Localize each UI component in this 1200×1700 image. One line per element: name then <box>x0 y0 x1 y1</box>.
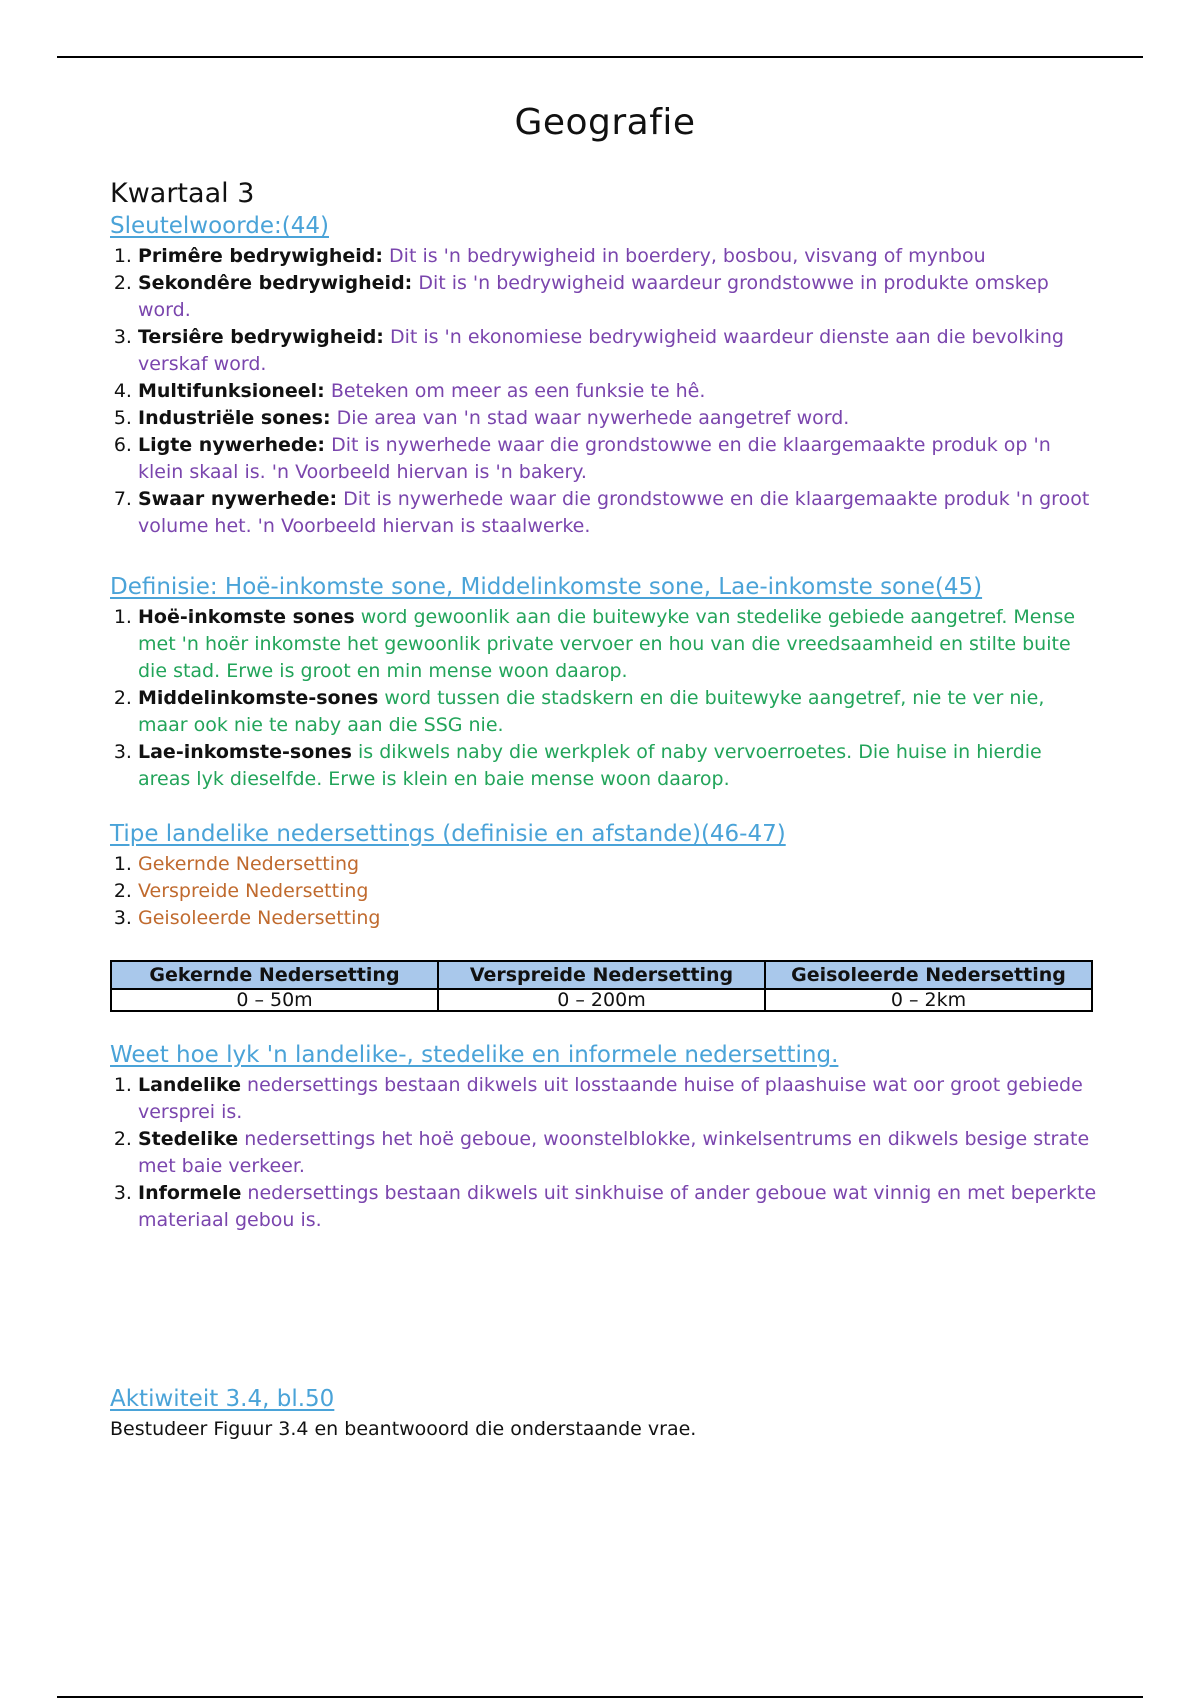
term: Hoë-inkomste sones <box>138 606 355 628</box>
definition: Dit is 'n bedrywigheid waardeur grondstowwe in produkte omskep word. <box>138 272 1049 321</box>
term: Swaar nywerhede: <box>138 488 338 510</box>
term: Informele <box>138 1182 242 1204</box>
list-item <box>138 243 1100 270</box>
appearance-list <box>110 1072 1100 1234</box>
definition: nedersettings bestaan dikwels uit losstaande huise of plaashuise wat oor groot gebiede versprei is. <box>138 1074 1083 1123</box>
definition: Die area van 'n stad waar nywerhede aangetref word. <box>330 407 850 429</box>
table-cell: 0 – 200m <box>438 989 765 1011</box>
quarter-label: Kwartaal 3 <box>110 178 255 209</box>
document-page <box>110 88 1100 1443</box>
list-item <box>138 739 1100 793</box>
term: Middelinkomste-sones <box>138 687 379 709</box>
term: Landelike <box>138 1074 241 1096</box>
table-header-row <box>111 961 1092 989</box>
definition: word gewoonlik aan die buitewyke van stedelike gebiede aangetref. Mense met 'n hoër inkomste het gewoonlik private vervoer en hou van die vreedsaamheid en stilte buite die stad. Erwe is groot en min mense woon daarop. <box>138 606 1076 682</box>
definition: Dit is nywerhede waar die grondstowwe en die klaargemaakte produk 'n groot volume het. 'n Voorbeeld hiervan is staalwerke. <box>138 488 1090 537</box>
table-header: Geisoleerde Nedersetting <box>765 961 1092 989</box>
definition: is dikwels naby die werkplek of naby vervoerroetes. Die huise in hierdie areas lyk dieselfde. Erwe is klein en baie mense woon daarop. <box>138 741 1042 790</box>
definition: nedersettings bestaan dikwels uit sinkhuise of ander geboue wat vinnig en met beperkte materiaal gebou is. <box>138 1182 1097 1231</box>
list-item <box>138 405 1100 432</box>
list-item <box>138 270 1100 324</box>
keywords-list <box>110 243 1100 540</box>
income-zones-heading: Definisie: Hoë-inkomste sone, Middelinkomste sone, Lae-inkomste sone(45) <box>110 574 983 600</box>
term: Primêre bedrywigheid: <box>138 245 383 267</box>
list-item <box>138 378 1100 405</box>
list-item: 3. Geisoleerde Nedersetting <box>138 905 1100 932</box>
term: Multifunksioneel: <box>138 380 325 402</box>
term: Tersiêre bedrywigheid: <box>138 326 384 348</box>
table-cell: 0 – 50m <box>111 989 438 1011</box>
list-item <box>138 324 1100 378</box>
activity-heading: Aktiwiteit 3.4, bl.50 <box>110 1386 335 1412</box>
list-item <box>138 486 1100 540</box>
rural-types-list <box>110 851 1100 932</box>
appearance-heading: Weet hoe lyk 'n landelike-, stedelike en informele nedersetting. <box>110 1042 839 1068</box>
bottom-rule <box>57 1696 1143 1698</box>
term: Industriële sones: <box>138 407 331 429</box>
term: Ligte nywerhede: <box>138 434 326 456</box>
list-item <box>138 432 1100 486</box>
top-rule <box>57 56 1143 58</box>
definition: Dit is 'n bedrywigheid in boerdery, bosbou, visvang of mynbou <box>383 245 986 267</box>
term: Lae-inkomste-sones <box>138 741 352 763</box>
definition: Dit is 'n ekonomiese bedrywigheid waardeur dienste aan die bevolking verskaf word. <box>138 326 1064 375</box>
distance-table <box>110 960 1093 1012</box>
definition: Beteken om meer as een funksie te hê. <box>324 380 706 402</box>
list-item <box>138 1180 1100 1234</box>
income-zones-list <box>110 604 1100 793</box>
table-row <box>111 989 1092 1011</box>
document-title: Geografie <box>514 102 696 143</box>
term: Sekondêre bedrywigheid: <box>138 272 413 294</box>
rural-types-heading: Tipe landelike nedersettings (definisie en afstande)(46-47) <box>110 821 786 847</box>
definition: nedersettings het hoë geboue, woonstelblokke, winkelsentrums en dikwels besige strate met baie verkeer. <box>138 1128 1090 1177</box>
list-item <box>138 1072 1100 1126</box>
list-item: 2. Verspreide Nedersetting <box>138 878 1100 905</box>
list-item <box>138 685 1100 739</box>
table-header: Verspreide Nedersetting <box>438 961 765 989</box>
keywords-heading: Sleutelwoorde:(44) <box>110 213 329 239</box>
table-cell: 0 – 2km <box>765 989 1092 1011</box>
definition: Dit is nywerhede waar die grondstowwe en die klaargemaakte produk op 'n klein skaal is. 'n Voorbeeld hiervan is 'n bakery. <box>138 434 1051 483</box>
list-item: 1. Gekernde Nedersetting <box>138 851 1100 878</box>
list-item <box>138 604 1100 685</box>
term: Stedelike <box>138 1128 239 1150</box>
definition: word tussen die stadskern en die buitewyke aangetref, nie te ver nie, maar ook nie te naby aan die SSG nie. <box>138 687 1045 736</box>
table-header: Gekernde Nedersetting <box>111 961 438 989</box>
activity-instruction: Bestudeer Figuur 3.4 en beantwooord die onderstaande vrae. <box>110 1418 697 1440</box>
list-item <box>138 1126 1100 1180</box>
